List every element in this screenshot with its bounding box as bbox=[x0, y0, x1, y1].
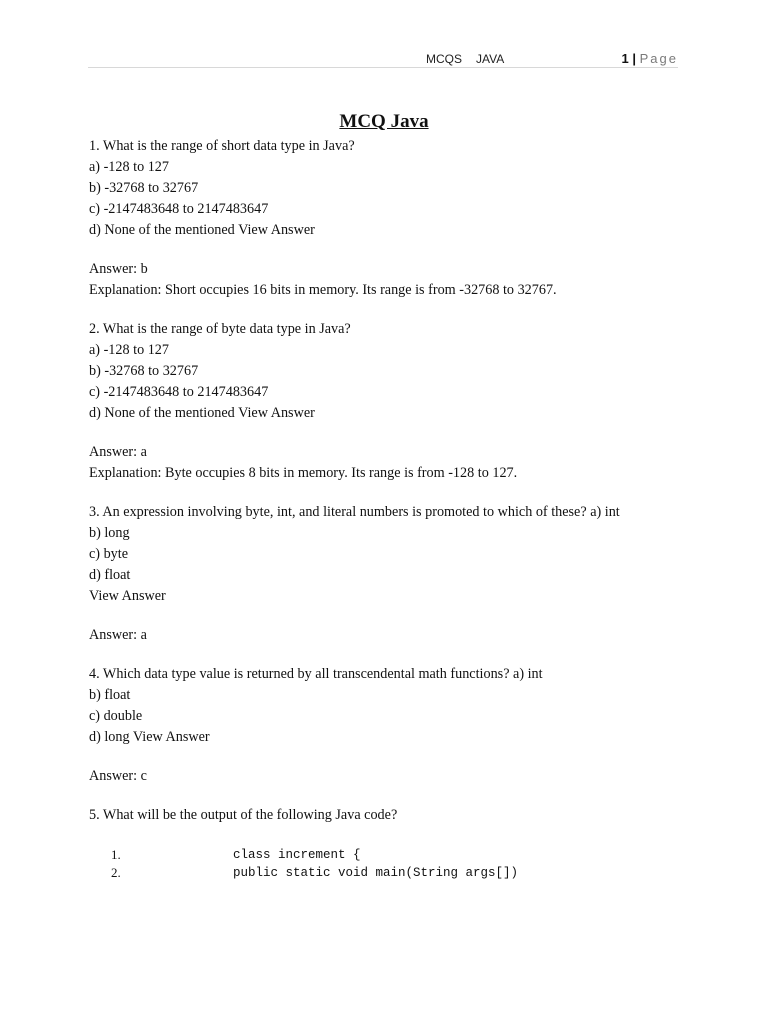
option: d) None of the mentioned View Answer bbox=[89, 405, 315, 421]
question-text: 2. What is the range of byte data type in Java? bbox=[89, 321, 351, 337]
option: b) -32768 to 32767 bbox=[89, 180, 199, 196]
option: a) -128 to 127 bbox=[89, 342, 169, 358]
question-text: 3. An expression involving byte, int, and literal numbers is promoted to which of these? a) int bbox=[89, 504, 620, 520]
question-text: 1. What is the range of short data type in Java? bbox=[89, 138, 355, 154]
code-line bbox=[89, 846, 649, 864]
option: c) double bbox=[89, 708, 143, 724]
explanation: Explanation: Byte occupies 8 bits in memory. Its range is from -128 to 127. bbox=[89, 465, 518, 481]
option: d) None of the mentioned View Answer bbox=[89, 222, 315, 238]
code-listing bbox=[89, 846, 649, 882]
question-text: 4. Which data type value is returned by all transcendental math functions? a) int bbox=[89, 666, 543, 682]
option: c) -2147483648 to 2147483647 bbox=[89, 201, 269, 217]
answer: Answer: b bbox=[89, 261, 148, 277]
answer: Answer: c bbox=[89, 768, 147, 784]
option: b) -32768 to 32767 bbox=[89, 363, 199, 379]
option: c) byte bbox=[89, 546, 128, 562]
code-line-text: public static void main(String args[]) bbox=[233, 866, 519, 880]
header-rule bbox=[88, 67, 678, 68]
code-line-number: 2. bbox=[111, 865, 121, 880]
explanation: Explanation: Short occupies 16 bits in memory. Its range is from -32768 to 32767. bbox=[89, 282, 557, 298]
document-body bbox=[89, 136, 649, 882]
code-line-number: 1. bbox=[111, 847, 121, 862]
question-2 bbox=[89, 319, 649, 484]
page-separator: | bbox=[632, 51, 636, 66]
page-header bbox=[88, 50, 678, 68]
option: b) float bbox=[89, 687, 131, 703]
question-1 bbox=[89, 136, 649, 301]
code-line bbox=[89, 864, 649, 882]
document-title: MCQ Java bbox=[339, 111, 429, 132]
answer: Answer: a bbox=[89, 627, 147, 643]
page-number bbox=[622, 51, 679, 66]
view-answer: View Answer bbox=[89, 588, 166, 604]
option: d) float bbox=[89, 567, 131, 583]
option: a) -128 to 127 bbox=[89, 159, 169, 175]
question-3 bbox=[89, 502, 649, 646]
option: b) long bbox=[89, 525, 130, 541]
question-5 bbox=[89, 805, 649, 882]
option: c) -2147483648 to 2147483647 bbox=[89, 384, 269, 400]
answer: Answer: a bbox=[89, 444, 147, 460]
option: d) long View Answer bbox=[89, 729, 210, 745]
question-4 bbox=[89, 664, 649, 787]
header-doc-subject: JAVA bbox=[476, 52, 505, 66]
question-text: 5. What will be the output of the following Java code? bbox=[89, 807, 398, 823]
header-doc-title: MCQS bbox=[426, 52, 462, 66]
page-word: Page bbox=[639, 51, 678, 66]
page-number-value: 1 bbox=[621, 51, 629, 66]
code-line-text: class increment { bbox=[233, 848, 361, 862]
